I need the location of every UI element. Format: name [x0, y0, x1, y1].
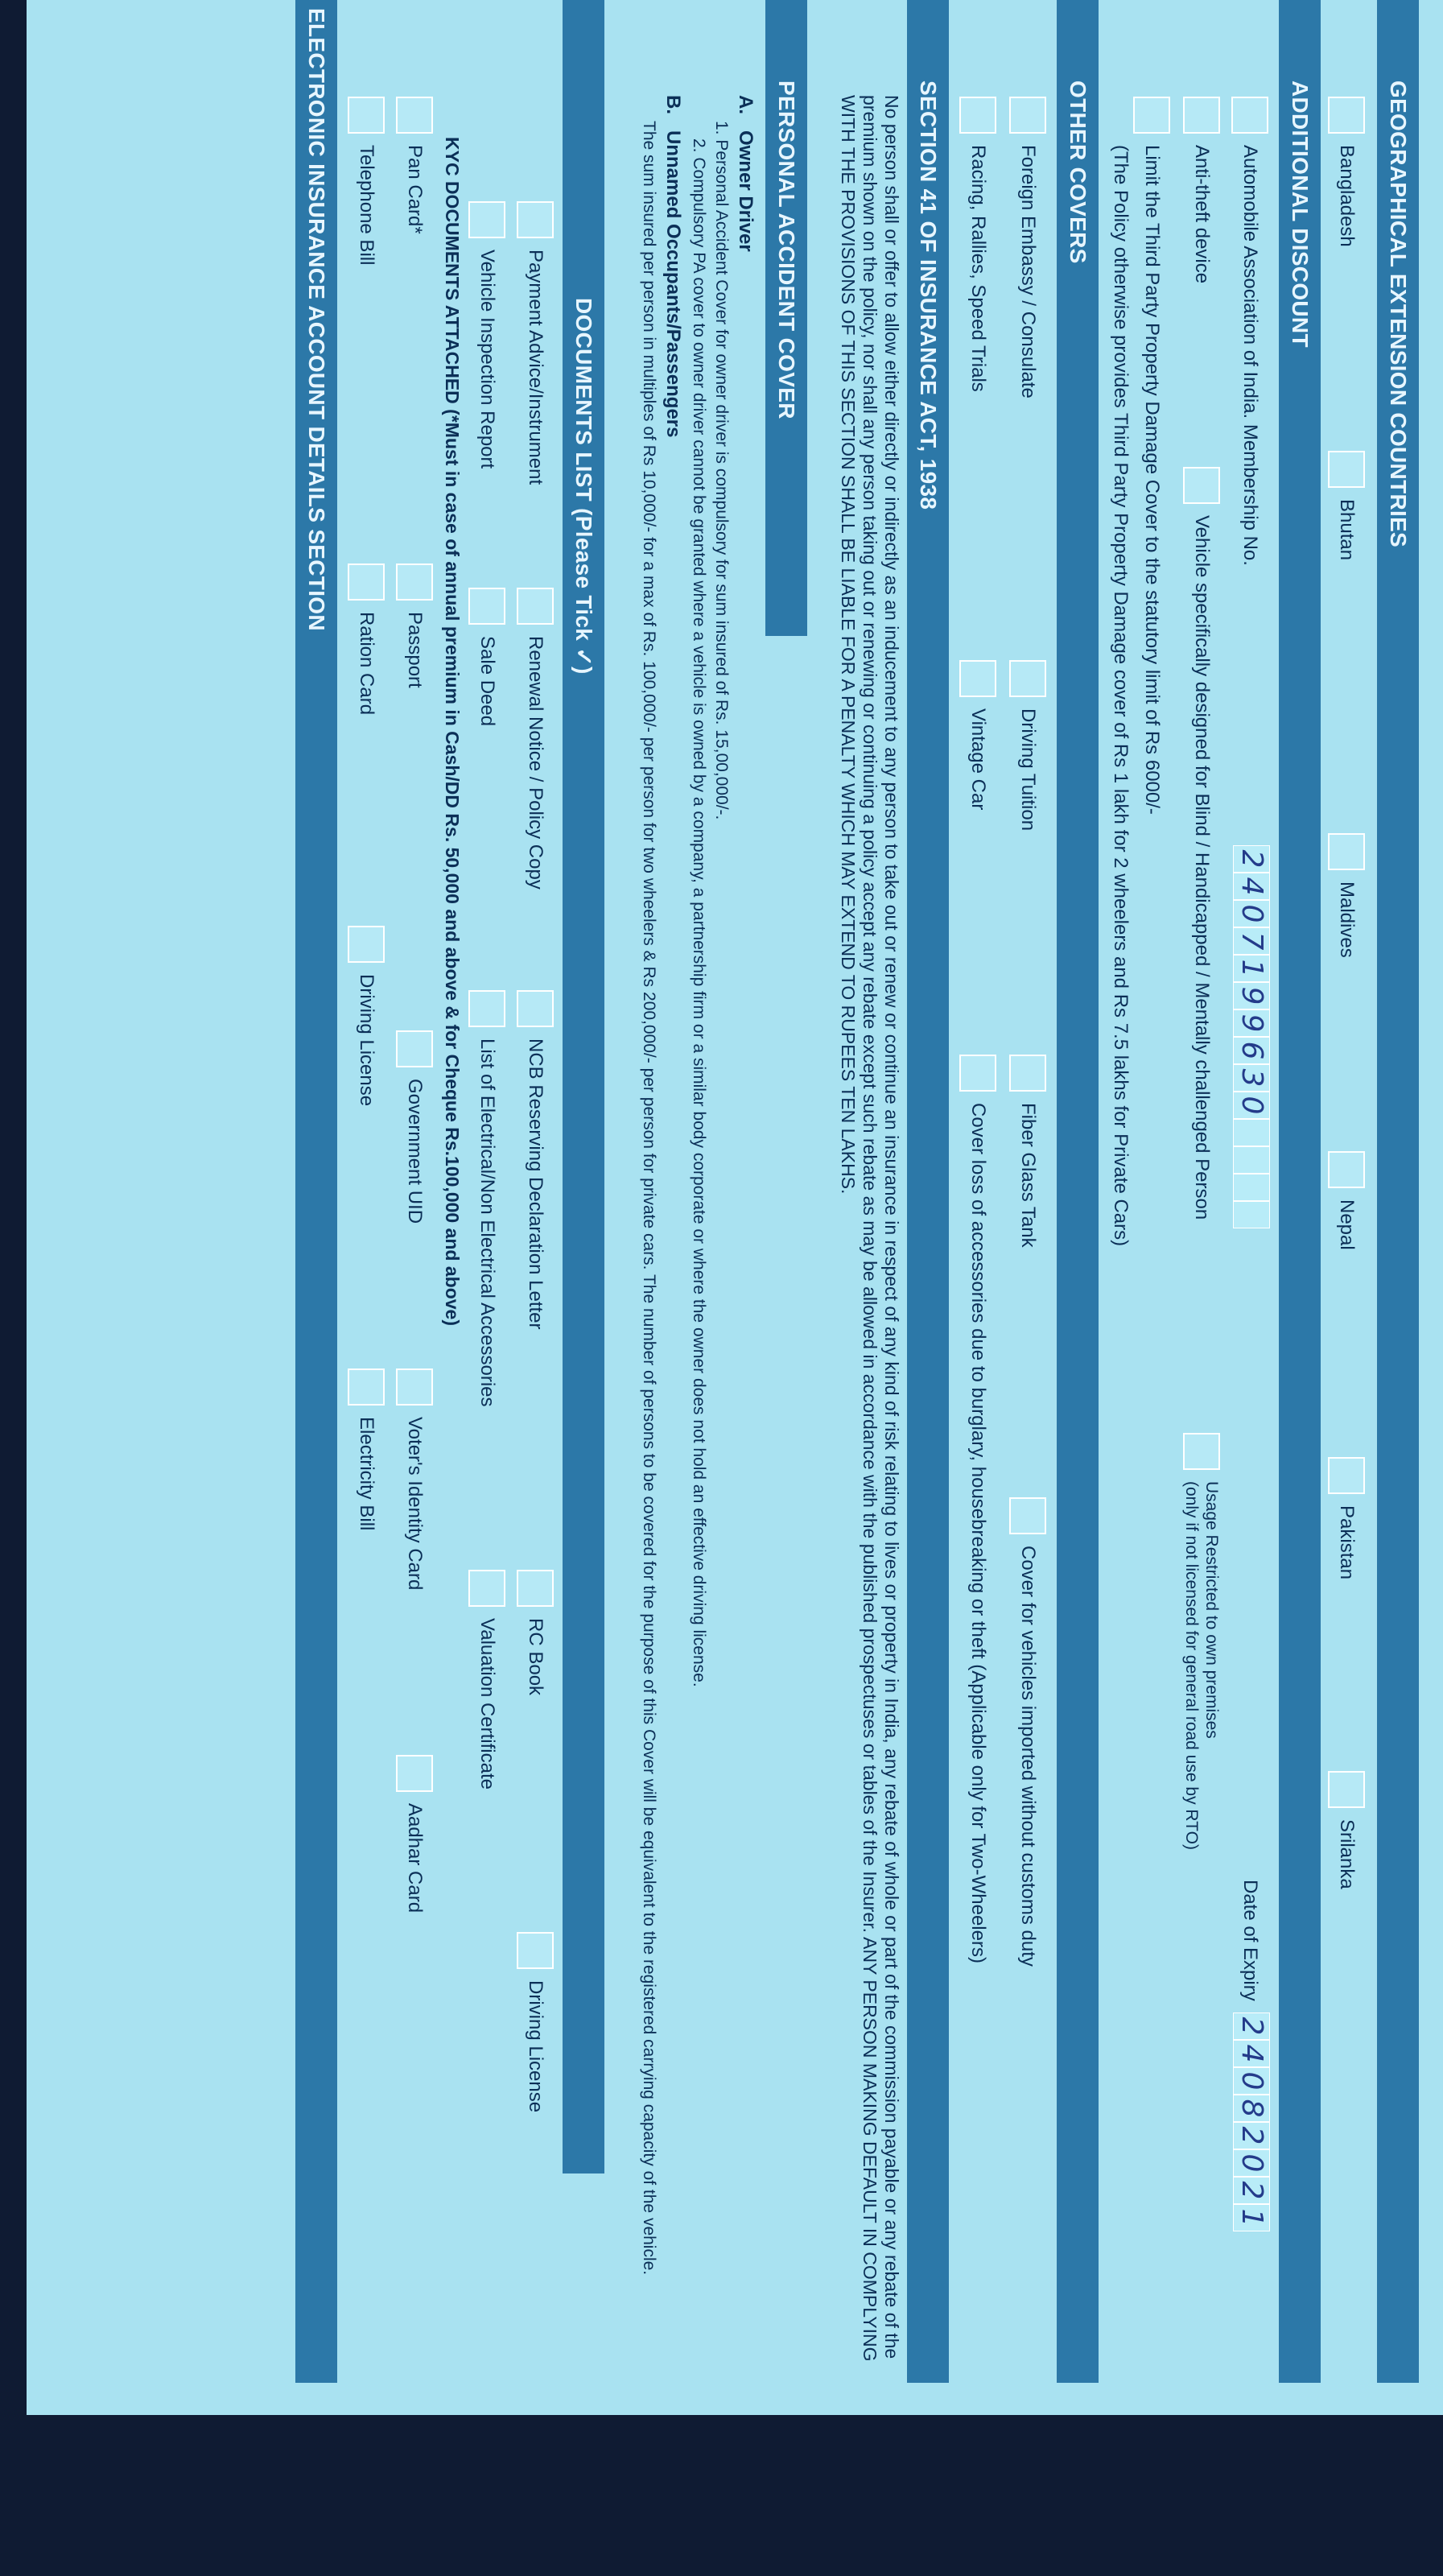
membership-digit[interactable]: 3 [1233, 1064, 1270, 1092]
imported-vehicle-option[interactable] [1005, 1497, 1050, 1967]
expiry-digit[interactable]: 0 [1233, 2149, 1270, 2177]
geo-option-pakistan[interactable] [1324, 1457, 1369, 1579]
fiber-glass-label: Fiber Glass Tank [1017, 1103, 1039, 1248]
geo-option-srilanka[interactable] [1324, 1771, 1369, 1889]
nepal-label: Nepal [1336, 1199, 1358, 1250]
electricity-bill-checkbox[interactable] [348, 1368, 385, 1406]
aadhar-card-label: Aadhar Card [404, 1803, 426, 1913]
vintage-car-option[interactable] [955, 660, 1000, 810]
expiry-digit[interactable]: 0 [1233, 2067, 1270, 2095]
valuation-certificate-checkbox[interactable] [468, 1570, 505, 1607]
ncb-declaration-option[interactable] [513, 990, 558, 1330]
bangladesh-checkbox[interactable] [1328, 97, 1365, 134]
bangladesh-label: Bangladesh [1336, 145, 1358, 247]
payment-advice-checkbox[interactable] [517, 201, 554, 238]
geo-countries-row [1324, 0, 1369, 2415]
pa-a1-text: 1. Personal Accident Cover for owner driver is compulsory for sum insured of Rs. 15,00,000/-. [712, 121, 731, 820]
blind-option[interactable] [1179, 467, 1224, 1220]
membership-digit[interactable] [1233, 1146, 1270, 1174]
expiry-label: Date of Expiry [1239, 1880, 1261, 2001]
geo-option-maldives[interactable] [1324, 833, 1369, 958]
voter-id-checkbox[interactable] [396, 1368, 433, 1406]
pa-b-heading [661, 95, 685, 437]
rc-book-checkbox[interactable] [517, 1570, 554, 1607]
expiry-digit[interactable]: 2 [1233, 2177, 1270, 2204]
valuation-certificate-option[interactable] [464, 1570, 509, 1790]
docs-row-4 [344, 0, 389, 2415]
accessories-list-label: List of Electrical/Non Electrical Accessories [476, 1038, 498, 1407]
racing-option[interactable] [955, 97, 1000, 392]
usage-label [1181, 1481, 1222, 1850]
antitheft-checkbox[interactable] [1183, 97, 1220, 134]
limit-row [1129, 0, 1174, 2415]
membership-digit[interactable]: 9 [1233, 982, 1270, 1009]
other-row-2 [955, 0, 1000, 2415]
geo-section-header: GEOGRAPHICAL EXTENSION COUNTRIES [1377, 0, 1419, 2383]
geo-option-bangladesh[interactable] [1324, 97, 1369, 247]
passport-option[interactable] [392, 564, 437, 688]
driving-license-doc-option[interactable] [513, 1932, 558, 2112]
blind-checkbox[interactable] [1183, 467, 1220, 504]
electricity-bill-option[interactable] [344, 1368, 389, 1530]
section41-header: SECTION 41 OF INSURANCE ACT, 1938 [907, 0, 949, 2383]
section41-text: No person shall or offer to allow either directly or indirectly as an inducement to any person to take out or renew or continue an insurance in respect of any kind of risk relating to lives or property in India, any rebate of whole or part of the commission payable or any rebate of the premium shown on the policy, nor shall any person taking out or renewing or continuing a policy accept any rebate except such rebate as may be allowed in accordance with the published prospectuses or tables of the Insurer. ANY PERSON MAKING DEFAULT IN COMPLYING WITH THE PROVISIONS OF THIS SECTION SHALL BE LIABLE FOR A PENALTY WHICH MAY EXTEND TO RUPEES TEN LAKHS. [838, 95, 902, 2362]
maldives-label: Maldives [1336, 881, 1358, 958]
voter-id-option[interactable] [392, 1368, 437, 1590]
documents-section-header: DOCUMENTS LIST (Please Tick ✓) [563, 0, 604, 2174]
renewal-notice-label: Renewal Notice / Policy Copy [525, 636, 546, 890]
fiber-glass-checkbox[interactable] [1009, 1055, 1046, 1092]
telephone-bill-label: Telephone Bill [356, 145, 377, 266]
limit-checkbox[interactable] [1133, 97, 1170, 134]
racing-label: Racing, Rallies, Speed Trials [967, 145, 989, 392]
docs-row-3 [392, 0, 437, 2415]
inspection-report-checkbox[interactable] [468, 201, 505, 238]
maldives-checkbox[interactable] [1328, 833, 1365, 870]
membership-digit[interactable]: 2 [1233, 845, 1270, 873]
aai-checkbox[interactable] [1231, 97, 1268, 134]
rotated-form-sheet [27, 0, 1443, 2415]
ration-card-checkbox[interactable] [348, 564, 385, 601]
docs-row-2 [464, 0, 509, 2415]
expiry-digit[interactable]: 1 [1233, 2204, 1270, 2231]
telephone-bill-option[interactable] [344, 97, 389, 265]
usage-checkbox[interactable] [1183, 1433, 1220, 1470]
membership-digit[interactable]: 6 [1233, 1037, 1270, 1064]
accessories-list-option[interactable] [464, 990, 509, 1407]
pa-a-letter: A. [735, 95, 757, 114]
valuation-certificate-label: Valuation Certificate [476, 1618, 498, 1790]
aadhar-card-option[interactable] [392, 1755, 437, 1913]
ration-card-label: Ration Card [356, 612, 377, 716]
renewal-notice-option[interactable] [513, 588, 558, 890]
limit-option[interactable] [1129, 97, 1174, 815]
pa-a-title: Owner Driver [735, 130, 757, 252]
racing-checkbox[interactable] [959, 97, 996, 134]
membership-digit[interactable] [1233, 1201, 1270, 1228]
accessories-loss-option[interactable] [955, 1055, 1000, 1963]
pakistan-label: Pakistan [1336, 1505, 1358, 1580]
inspection-report-label: Vehicle Inspection Report [476, 250, 498, 469]
membership-digit[interactable]: 1 [1233, 955, 1270, 982]
vintage-car-checkbox[interactable] [959, 660, 996, 697]
pa-b-text: The sum insured per person in multiples of Rs 10,000/- for a max of Rs. 100,000/- per person for two wheelers & Rs 200,000/- per person for private cars. The number of persons to be covered for the purpose of this Cover will be equivalent to the registered carrying capacity of the vehicle. [640, 121, 658, 2276]
foreign-embassy-label: Foreign Embassy / Consulate [1017, 145, 1039, 398]
government-uid-option[interactable] [392, 1030, 437, 1224]
blind-label: Vehicle specifically designed for Blind / Handicapped / Mentally challenged Person [1191, 515, 1213, 1220]
accessories-list-checkbox[interactable] [468, 990, 505, 1027]
membership-digit[interactable]: 7 [1233, 927, 1270, 955]
other-row-1 [1005, 0, 1050, 2415]
government-uid-label: Government UID [404, 1079, 426, 1224]
ncb-declaration-label: NCB Reserving Declaration Letter [525, 1038, 546, 1330]
usage-option[interactable] [1179, 1433, 1224, 1850]
pa-a2-text: 2. Compulsory PA cover to owner driver cannot be granted where a vehicle is owned by a company, a partnership firm or a similar body corporate or where the owner does not hold an effective driving license. [690, 138, 708, 1687]
renewal-notice-checkbox[interactable] [517, 588, 554, 625]
limit-note: (The Policy otherwise provides Third Party Property Damage cover of Rs 1 lakh for 2 wheelers and Rs 7.5 lakhs for Private Cars) [1110, 145, 1132, 1247]
membership-digit[interactable]: 0 [1233, 1092, 1270, 1119]
limit-label: Limit the Third Party Property Damage Cover to the statutory limit of Rs 6000/- [1141, 145, 1163, 815]
electronic-account-header: ELECTRONIC INSURANCE ACCOUNT DETAILS SECTION [295, 0, 337, 2383]
imported-vehicle-checkbox[interactable] [1009, 1497, 1046, 1534]
membership-number-boxes[interactable] [1233, 845, 1270, 1228]
rc-book-label: RC Book [525, 1618, 546, 1696]
accessories-loss-checkbox[interactable] [959, 1055, 996, 1092]
docs-row-1 [513, 0, 558, 2415]
driving-tuition-checkbox[interactable] [1009, 660, 1046, 697]
passport-checkbox[interactable] [396, 564, 433, 601]
antitheft-option[interactable] [1179, 97, 1224, 283]
rc-book-option[interactable] [513, 1570, 558, 1695]
ration-card-option[interactable] [344, 564, 389, 715]
accessories-loss-label: Cover loss of accessories due to burglary, housebreaking or theft (Applicable only for Two-Wheelers) [967, 1103, 989, 1963]
pan-card-option[interactable] [392, 97, 437, 234]
pan-card-checkbox[interactable] [396, 97, 433, 134]
aadhar-card-checkbox[interactable] [396, 1755, 433, 1792]
driving-license-kyc-checkbox[interactable] [348, 926, 385, 963]
sale-deed-checkbox[interactable] [468, 588, 505, 625]
expiry-date-boxes[interactable] [1233, 2013, 1270, 2231]
driving-license-kyc-option[interactable] [344, 926, 389, 1106]
driving-license-doc-checkbox[interactable] [517, 1932, 554, 1969]
foreign-embassy-checkbox[interactable] [1009, 97, 1046, 134]
payment-advice-option[interactable] [513, 201, 558, 485]
aai-option[interactable] [1227, 97, 1272, 566]
sale-deed-label: Sale Deed [476, 636, 498, 727]
geo-option-bhutan[interactable] [1324, 451, 1369, 560]
membership-digit[interactable] [1233, 1119, 1270, 1146]
pan-card-label: Pan Card* [404, 145, 426, 234]
srilanka-label: Srilanka [1336, 1819, 1358, 1889]
bhutan-checkbox[interactable] [1328, 451, 1365, 488]
expiry-digit[interactable]: 4 [1233, 2040, 1270, 2067]
usage-label-line1: Usage Restricted to own premises [1202, 1481, 1221, 1739]
pa-b-title: Unnamed Occupants/Passengers [662, 130, 684, 438]
telephone-bill-checkbox[interactable] [348, 97, 385, 134]
driving-tuition-label: Driving Tuition [1017, 708, 1039, 832]
vintage-car-label: Vintage Car [967, 708, 989, 811]
driving-license-doc-label: Driving License [525, 1980, 546, 2113]
usage-label-line2: (only if not licensed for general road use by RTO) [1182, 1481, 1201, 1850]
antitheft-label: Anti-theft device [1191, 145, 1213, 284]
fiber-glass-option[interactable] [1005, 1055, 1050, 1248]
pa-b-letter: B. [662, 95, 684, 114]
passport-label: Passport [404, 612, 426, 688]
inspection-report-option[interactable] [464, 201, 509, 469]
kyc-heading: KYC DOCUMENTS ATTACHED (*Must in case of annual premium in Cash/DD Rs. 50,000 and above & for Cheque Rs.100,000 and above) [442, 137, 463, 1326]
srilanka-checkbox[interactable] [1328, 1771, 1365, 1808]
discount-section-header: ADDITIONAL DISCOUNT [1279, 0, 1321, 2383]
geo-option-nepal[interactable] [1324, 1151, 1369, 1250]
antitheft-row [1179, 0, 1224, 2415]
membership-digit[interactable] [1233, 1174, 1270, 1201]
membership-digit[interactable]: 4 [1233, 873, 1270, 900]
driving-tuition-option[interactable] [1005, 660, 1050, 831]
voter-id-label: Voter's Identity Card [404, 1417, 426, 1591]
aai-label: Automobile Association of India. Membership No. [1239, 145, 1261, 566]
electricity-bill-label: Electricity Bill [356, 1417, 377, 1531]
nepal-checkbox[interactable] [1328, 1151, 1365, 1188]
ncb-declaration-checkbox[interactable] [517, 990, 554, 1027]
payment-advice-label: Payment Advice/Instrument [525, 250, 546, 485]
driving-license-kyc-label: Driving License [356, 974, 377, 1107]
government-uid-checkbox[interactable] [396, 1030, 433, 1067]
pakistan-checkbox[interactable] [1328, 1457, 1365, 1494]
imported-vehicle-label: Cover for vehicles imported without customs duty [1017, 1546, 1039, 1967]
expiry-digit[interactable]: 2 [1233, 2013, 1270, 2040]
sale-deed-option[interactable] [464, 588, 509, 726]
pa-a-heading [733, 95, 757, 252]
foreign-embassy-option[interactable] [1005, 97, 1050, 398]
membership-digit[interactable]: 9 [1233, 1009, 1270, 1037]
expiry-digit[interactable]: 8 [1233, 2095, 1270, 2122]
membership-digit[interactable]: 0 [1233, 900, 1270, 927]
expiry-digit[interactable]: 2 [1233, 2122, 1270, 2149]
bhutan-label: Bhutan [1336, 499, 1358, 561]
pa-section-header: PERSONAL ACCIDENT COVER [765, 0, 807, 636]
other-covers-header: OTHER COVERS [1057, 0, 1099, 2383]
